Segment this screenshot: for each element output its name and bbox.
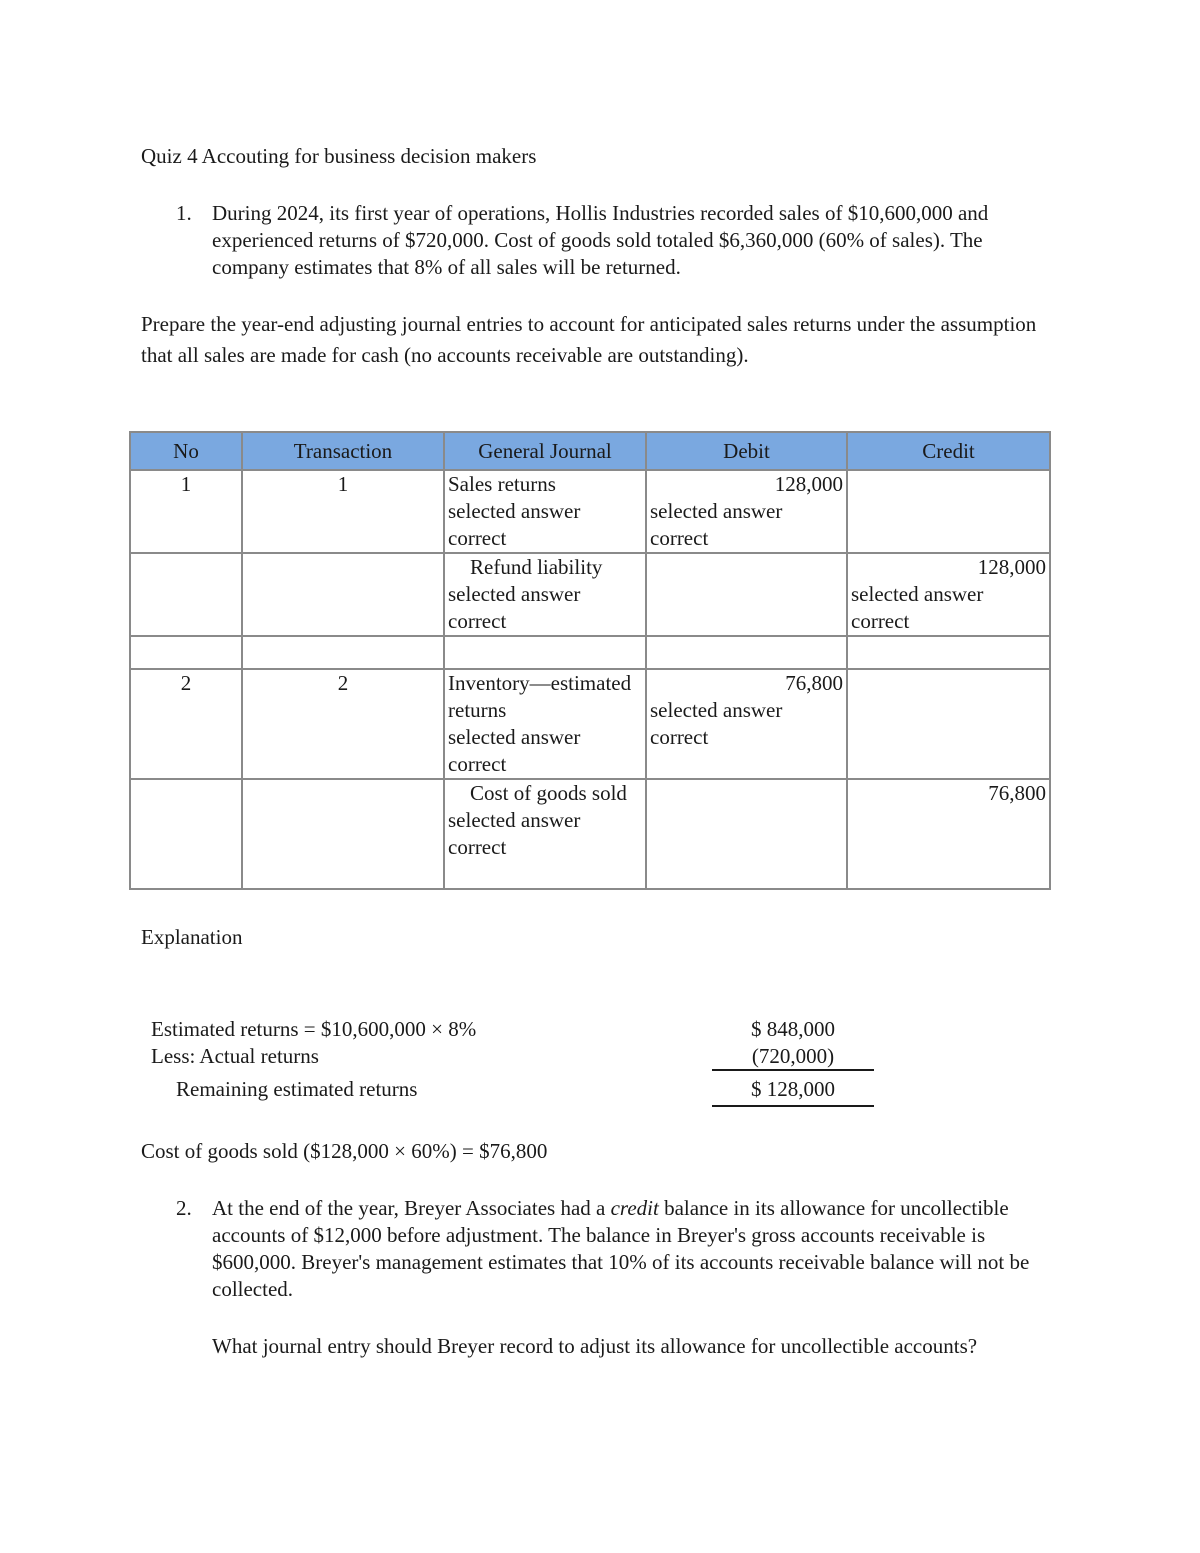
header-debit: Debit <box>646 432 847 470</box>
answer-feedback: selected answer correct <box>448 808 581 859</box>
cell-transaction <box>242 779 444 889</box>
account-name: Refund liability <box>470 555 603 579</box>
cell-account <box>444 669 646 779</box>
question-1-instruction: Prepare the year-end adjusting journal entries to account for anticipated sales returns under the assumption that all sales are made for cash (no accounts receivable are outstanding). <box>141 312 1037 367</box>
header-general-journal: General Journal <box>444 432 646 470</box>
answer-feedback: selected answer correct <box>650 698 783 749</box>
account-name: Sales returns <box>448 472 556 496</box>
cell-credit: 76,800 <box>847 779 1050 889</box>
header-credit: Credit <box>847 432 1050 470</box>
calc-value-actual: (720,000) <box>751 1044 835 1068</box>
calc-label-remaining: Remaining estimated returns <box>176 1077 418 1101</box>
table-header-row <box>130 432 1050 470</box>
debit-amount: 128,000 <box>774 472 843 496</box>
table-row <box>130 553 1050 636</box>
answer-feedback: selected answer correct <box>448 582 581 633</box>
cell-no <box>130 779 242 889</box>
question-2-number: 2. <box>176 1196 192 1220</box>
table-row <box>130 779 1050 889</box>
document-title: Quiz 4 Accouting for business decision makers <box>141 144 537 168</box>
account-name: Inventory—estimated returns <box>448 671 632 722</box>
question-1-text: During 2024, its first year of operations, Hollis Industries recorded sales of $10,600,000 and experienced returns of $720,000. Cost of goods sold totaled $6,360,000 (60% of sales). The company estimates that 8% of all sales will be returned. <box>212 201 989 279</box>
cell-debit <box>646 779 847 889</box>
cell-credit <box>847 553 1050 636</box>
emphasis-credit: credit <box>610 1196 659 1220</box>
table-row <box>130 669 1050 779</box>
cell-transaction: 2 <box>242 669 444 779</box>
cell-account <box>444 553 646 636</box>
explanation-heading: Explanation <box>141 925 243 949</box>
cell-no: 1 <box>130 470 242 553</box>
table-row <box>130 470 1050 553</box>
answer-feedback: selected answer correct <box>650 499 783 550</box>
question-2-text: At the end of the year, Breyer Associates had a credit balance in its allowance for uncollectible accounts of $12,000 before adjustment. The balance in Breyer's gross accounts receivable is $600,000. Breyer's management estimates that 10% of its accounts receivable balance will not be collected. <box>212 1196 1030 1301</box>
account-name: Cost of goods sold <box>470 781 627 805</box>
calc-value-remaining: $ 128,000 <box>751 1077 835 1101</box>
calc-label-actual: Less: Actual returns <box>151 1044 319 1068</box>
answer-feedback: selected answer correct <box>448 499 581 550</box>
answer-feedback: selected answer correct <box>448 725 581 776</box>
cell-debit <box>646 553 847 636</box>
debit-amount: 76,800 <box>785 671 843 695</box>
answer-feedback: selected answer correct <box>851 582 984 633</box>
total-rule <box>712 1105 874 1107</box>
cell-no <box>130 553 242 636</box>
header-no: No <box>130 432 242 470</box>
cell-credit <box>847 669 1050 779</box>
cogs-calculation: Cost of goods sold ($128,000 × 60%) = $76,800 <box>141 1139 548 1163</box>
cell-transaction: 1 <box>242 470 444 553</box>
subtotal-rule <box>712 1069 874 1071</box>
cell-credit <box>847 470 1050 553</box>
journal-entries-table <box>129 431 1051 890</box>
question-1-number: 1. <box>176 201 192 225</box>
cell-transaction <box>242 553 444 636</box>
table-row-empty <box>130 636 1050 669</box>
credit-amount: 128,000 <box>977 555 1046 579</box>
question-2-prompt: What journal entry should Breyer record to adjust its allowance for uncollectible accounts? <box>212 1334 978 1358</box>
cell-account <box>444 470 646 553</box>
header-transaction: Transaction <box>242 432 444 470</box>
calc-label-estimated: Estimated returns = $10,600,000 × 8% <box>151 1017 477 1041</box>
calc-value-estimated: $ 848,000 <box>751 1017 835 1041</box>
cell-debit <box>646 470 847 553</box>
cell-no: 2 <box>130 669 242 779</box>
cell-debit <box>646 669 847 779</box>
cell-account <box>444 779 646 889</box>
